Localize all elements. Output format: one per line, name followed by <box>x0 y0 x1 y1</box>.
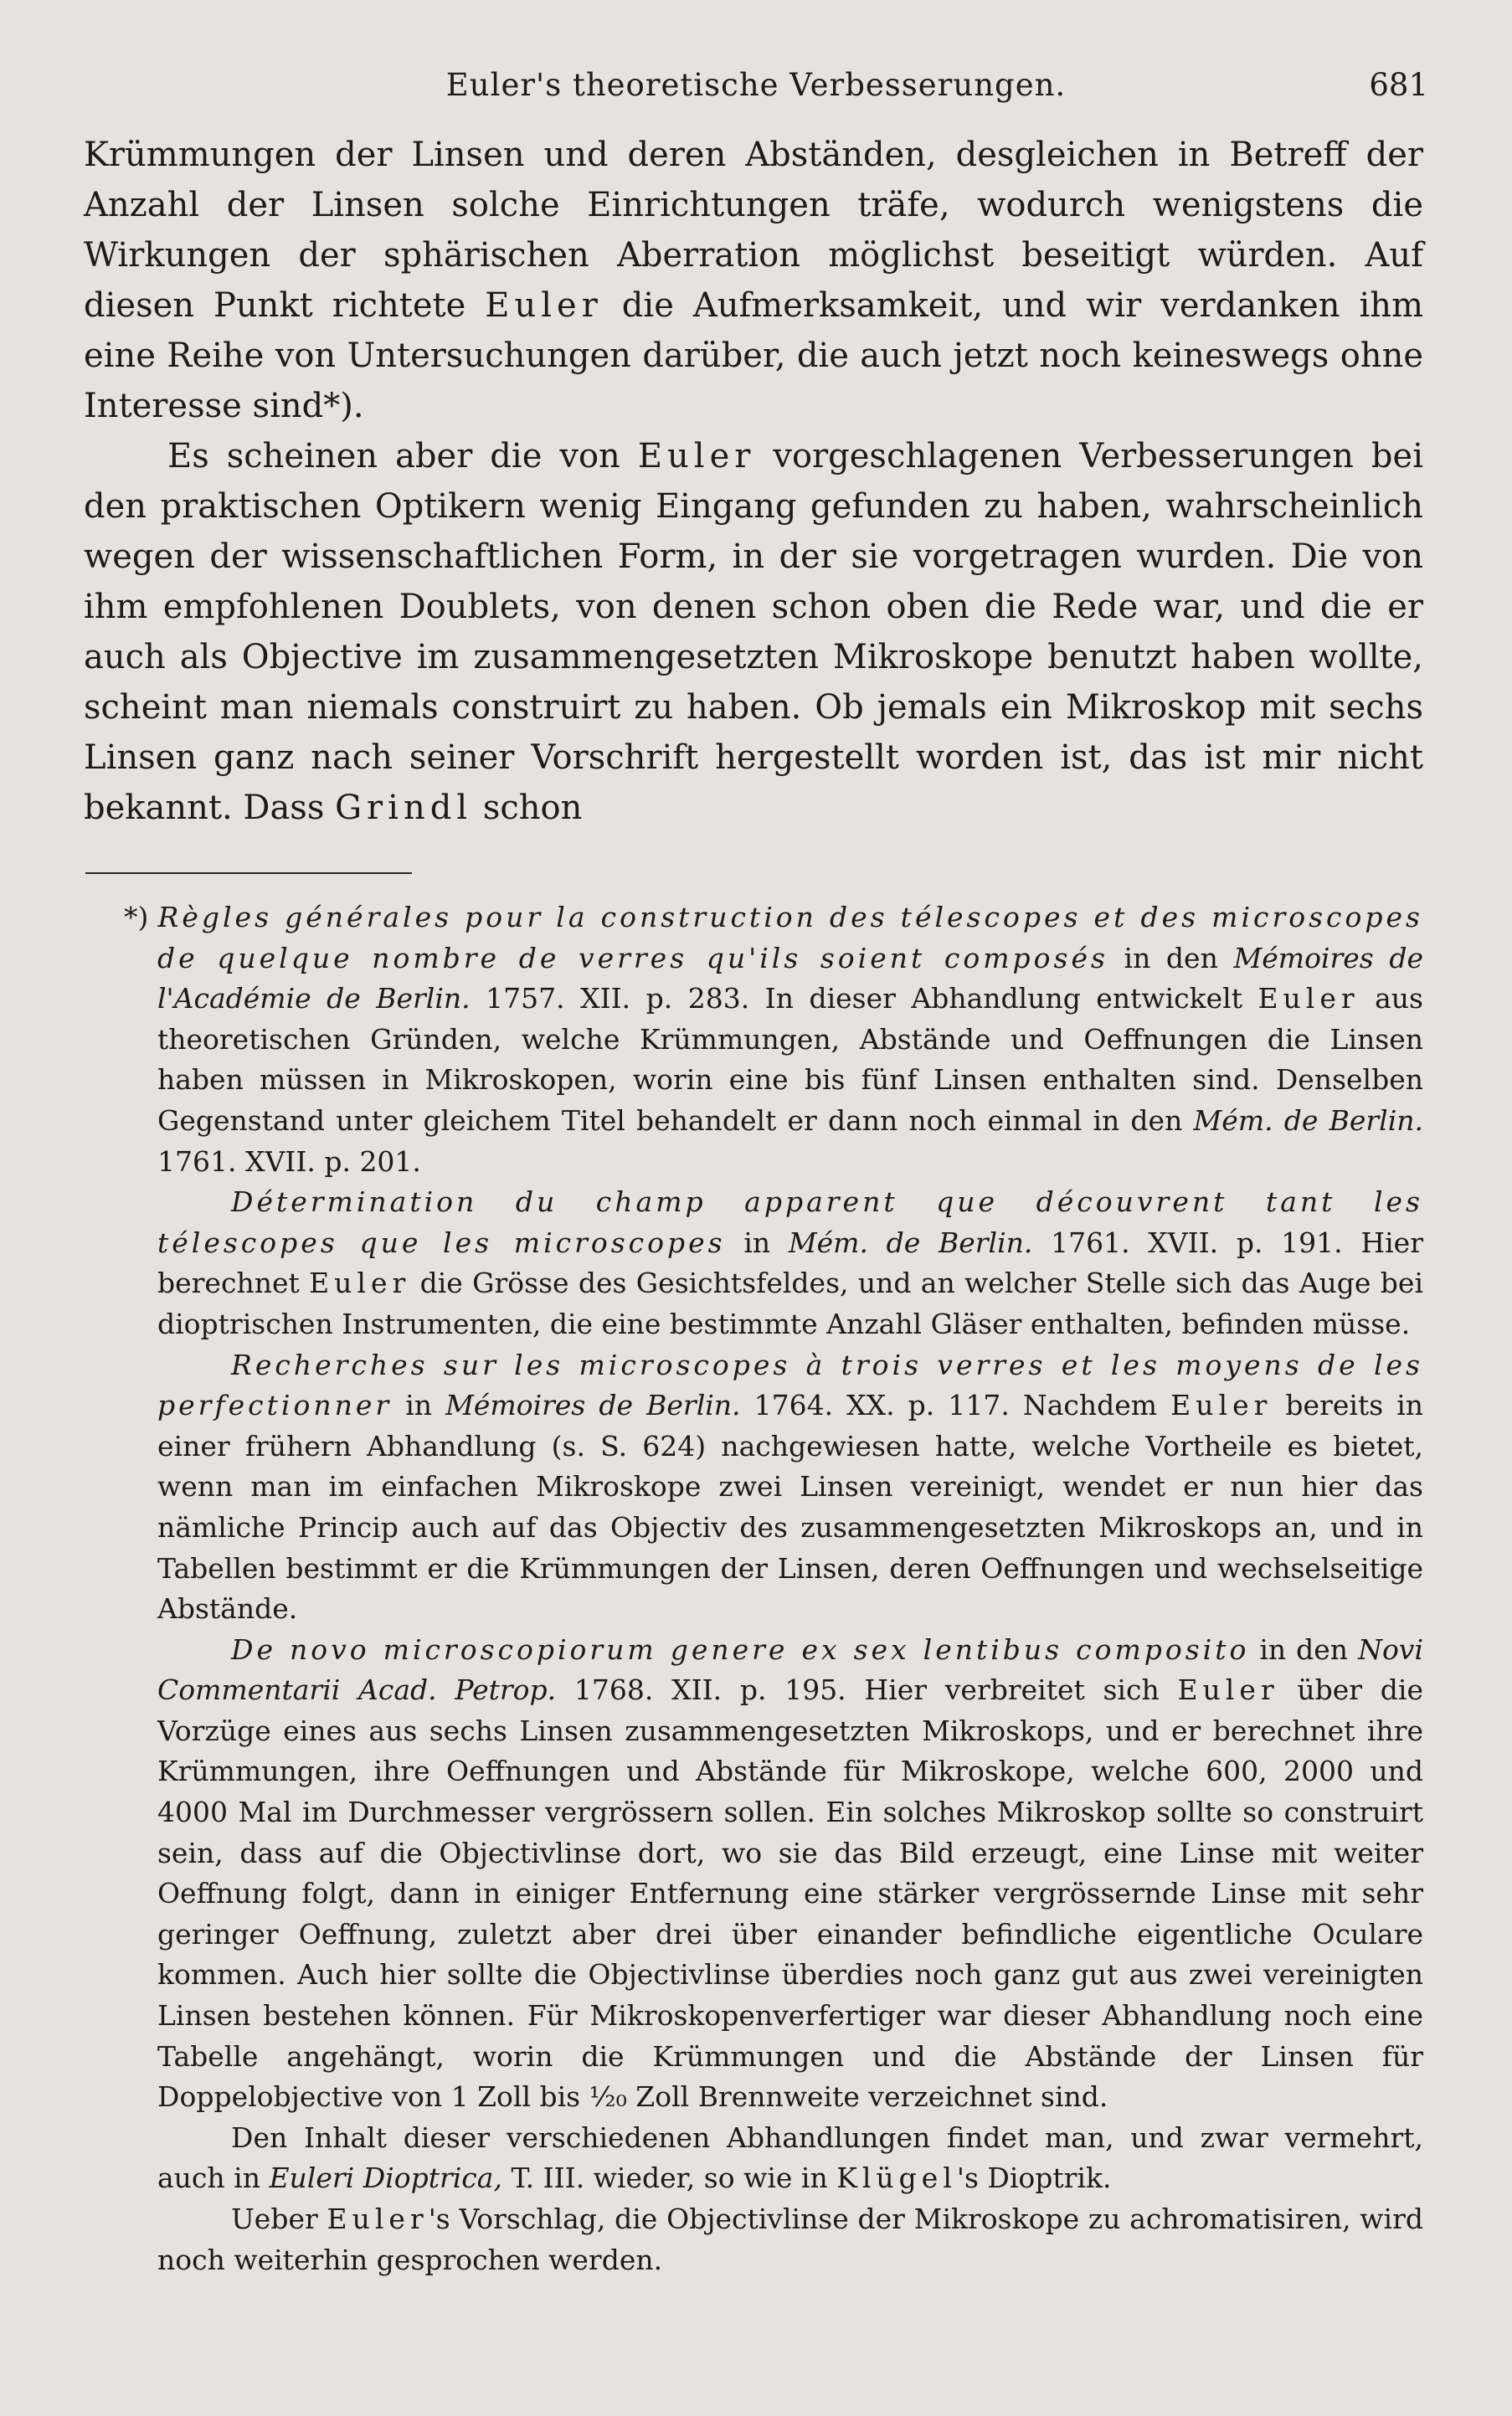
footnote-3: Recherches sur les microscopes à trois verres et les moyens de les perfectionner in Mémoires de Berlin. 1764. XX. p. 117. Nachdem Euler bereits in einer frühern Abhandlung (s. S. 624) nachgewiesen hatte, welche Vortheile es bietet, wenn man im einfachen Mikroskope zwei Linsen vereinigt, wendet er nun hier das nämliche Princip auch auf das Objectiv des zusammengesetzten Mikroskops an, und in Tabellen bestimmt er die Krümmungen der Linsen, deren Oeffnungen und wechselseitige Abstände. <box>157 1348 1424 1626</box>
work-title: De novo microscopiorum genere ex sex lentibus composito <box>231 1632 1250 1666</box>
source-title: Mém. de Berlin. <box>1193 1103 1424 1137</box>
main-text <box>84 130 1423 833</box>
work-title: Recherches sur les microscopes à trois verres et les moyens de les perfectionner <box>157 1348 1423 1422</box>
author-name: Euler <box>485 286 603 325</box>
footnote-2: Détermination du champ apparent que découvrent tant les télescopes que les microscopes in Mém. de Berlin. 1761. XVII. p. 191. Hier berechnet Euler die Grösse des Gesichtsfeldes, und an welcher Stelle sich das Auge bei dioptrischen Instrumenten, die eine bestimmte Anzahl Gläser enthalten, befinden müsse. <box>157 1185 1423 1340</box>
author-name: Euler <box>1170 1389 1273 1422</box>
source-title: Mém. de Berlin. <box>788 1226 1033 1259</box>
footnote-4: De novo microscopiorum genere ex sex lentibus composito in den Novi Commentarii Acad. Petrop. 1768. XII. p. 195. Hier verbreitet sich Euler über die Vorzüge eines aus sechs Linsen zusammengesetzten Mikroskops, und er berechnet ihre Krümmungen, ihre Oeffnungen und Abstände für Mikroskope, welche 600, 2000 und 4000 Mal im Durchmesser vergrössern sollen. Ein solches Mikroskop sollte so construirt sein, dass auf die Objectivlinse dort, wo sie das Bild erzeugt, eine Linse mit weiter Oeffnung folgt, dann in einiger Entfernung eine stärker vergrössernde Linse mit sehr geringer Oeffnung, zuletzt aber drei über einander befindliche eigentliche Oculare kommen. Auch hier sollte die Objectivlinse überdies noch ganz gut aus zwei vereinigten Linsen bestehen können. Für Mikroskopenverfertiger war dieser Abhandlung noch eine Tabelle angehängt, worin die Krümmungen und die Abstände der Linsen für Doppelobjective von 1 Zoll bis ¹⁄₂₀ Zoll Brennweite verzeichnet sind. <box>157 1632 1424 2114</box>
source-title: Mémoires de Berlin. <box>445 1389 741 1422</box>
author-name: Klügel <box>836 2162 957 2195</box>
footnote-rule <box>85 872 412 874</box>
paragraph-2: Es scheinen aber die von Euler vorgeschlagenen Verbesserungen bei den praktischen Optikern wenig Eingang gefunden zu haben, wahrscheinlich wegen der wissenschaftlichen Form, in der sie vorgetragen wurden. Die von ihm empfohlenen Doublets, von denen schon oben die Rede war, und die er auch als Objective im zusammengesetzten Mikroskope benutzt haben wollte, scheint man niemals construirt zu haben. Ob jemals ein Mikroskop mit sechs Linsen ganz nach seiner Vorschrift hergestellt worden ist, das ist mir nicht bekannt. Dass Grindl schon <box>84 437 1423 827</box>
footnote-1: *) Règles générales pour la construction des télescopes et des microscopes de quelque nombre de verres qu'ils soient composés in den Mémoires de l'Académie de Berlin. 1757. XII. p. 283. In dieser Abhandlung entwickelt Euler aus theoretischen Gründen, welche Krümmungen, Abstände und Oeffnungen die Linsen haben müssen in Mikroskopen, worin eine bis fünf Linsen enthalten sind. Denselben Gegenstand unter gleichem Titel behandelt er dann noch einmal in den Mém. de Berlin. 1761. XVII. p. 201. <box>124 901 1424 1178</box>
author-name: Euler <box>309 1267 411 1300</box>
page-header <box>84 67 1428 111</box>
running-title: Euler's theoretische Verbesserungen. <box>445 67 1067 103</box>
work-title: Règles générales pour la construction des télescopes et des microscopes de quelque nombre de verres qu'ils soient composés <box>157 901 1423 974</box>
source-title: Euleri Dioptrica, <box>269 2162 502 2195</box>
footnote-6: Ueber Euler's Vorschlag, die Objectivlinse der Mikroskope zu achromatisiren, wird noch weiterhin gesprochen werden. <box>157 2203 1423 2276</box>
author-name: Euler <box>637 437 756 475</box>
source-title: Novi Commentarii Acad. Petrop. <box>157 1632 1424 1707</box>
footnote-5: Den Inhalt dieser verschiedenen Abhandlungen findet man, und zwar vermehrt, auch in Euleri Dioptrica, T. III. wieder, so wie in Klügel's Dioptrik. <box>157 2120 1423 2195</box>
author-name: Euler <box>1257 982 1360 1015</box>
footnotes <box>84 897 1423 2280</box>
footnote-marker: *) <box>124 901 158 933</box>
author-name: Grindl <box>335 789 473 827</box>
page-number: 681 <box>1369 67 1428 103</box>
source-title: Mémoires de l'Académie de Berlin. <box>157 941 1423 1015</box>
paragraph-1: Krümmungen der Linsen und deren Abständen, desgleichen in Betreff der Anzahl der Linsen solche Einrichtungen träfe, wodurch wenigstens die Wirkungen der sphärischen Aberration möglichst beseitigt würden. Auf diesen Punkt richtete Euler die Aufmerksamkeit, und wir verdanken ihm eine Reihe von Untersuchungen darüber, die auch jetzt noch keineswegs ohne Interesse sind*). <box>84 136 1423 425</box>
author-name: Euler <box>327 2203 429 2235</box>
work-title: Détermination du champ apparent que découvrent tant les télescopes que les microscopes <box>157 1185 1423 1259</box>
author-name: Euler <box>1177 1673 1279 1707</box>
